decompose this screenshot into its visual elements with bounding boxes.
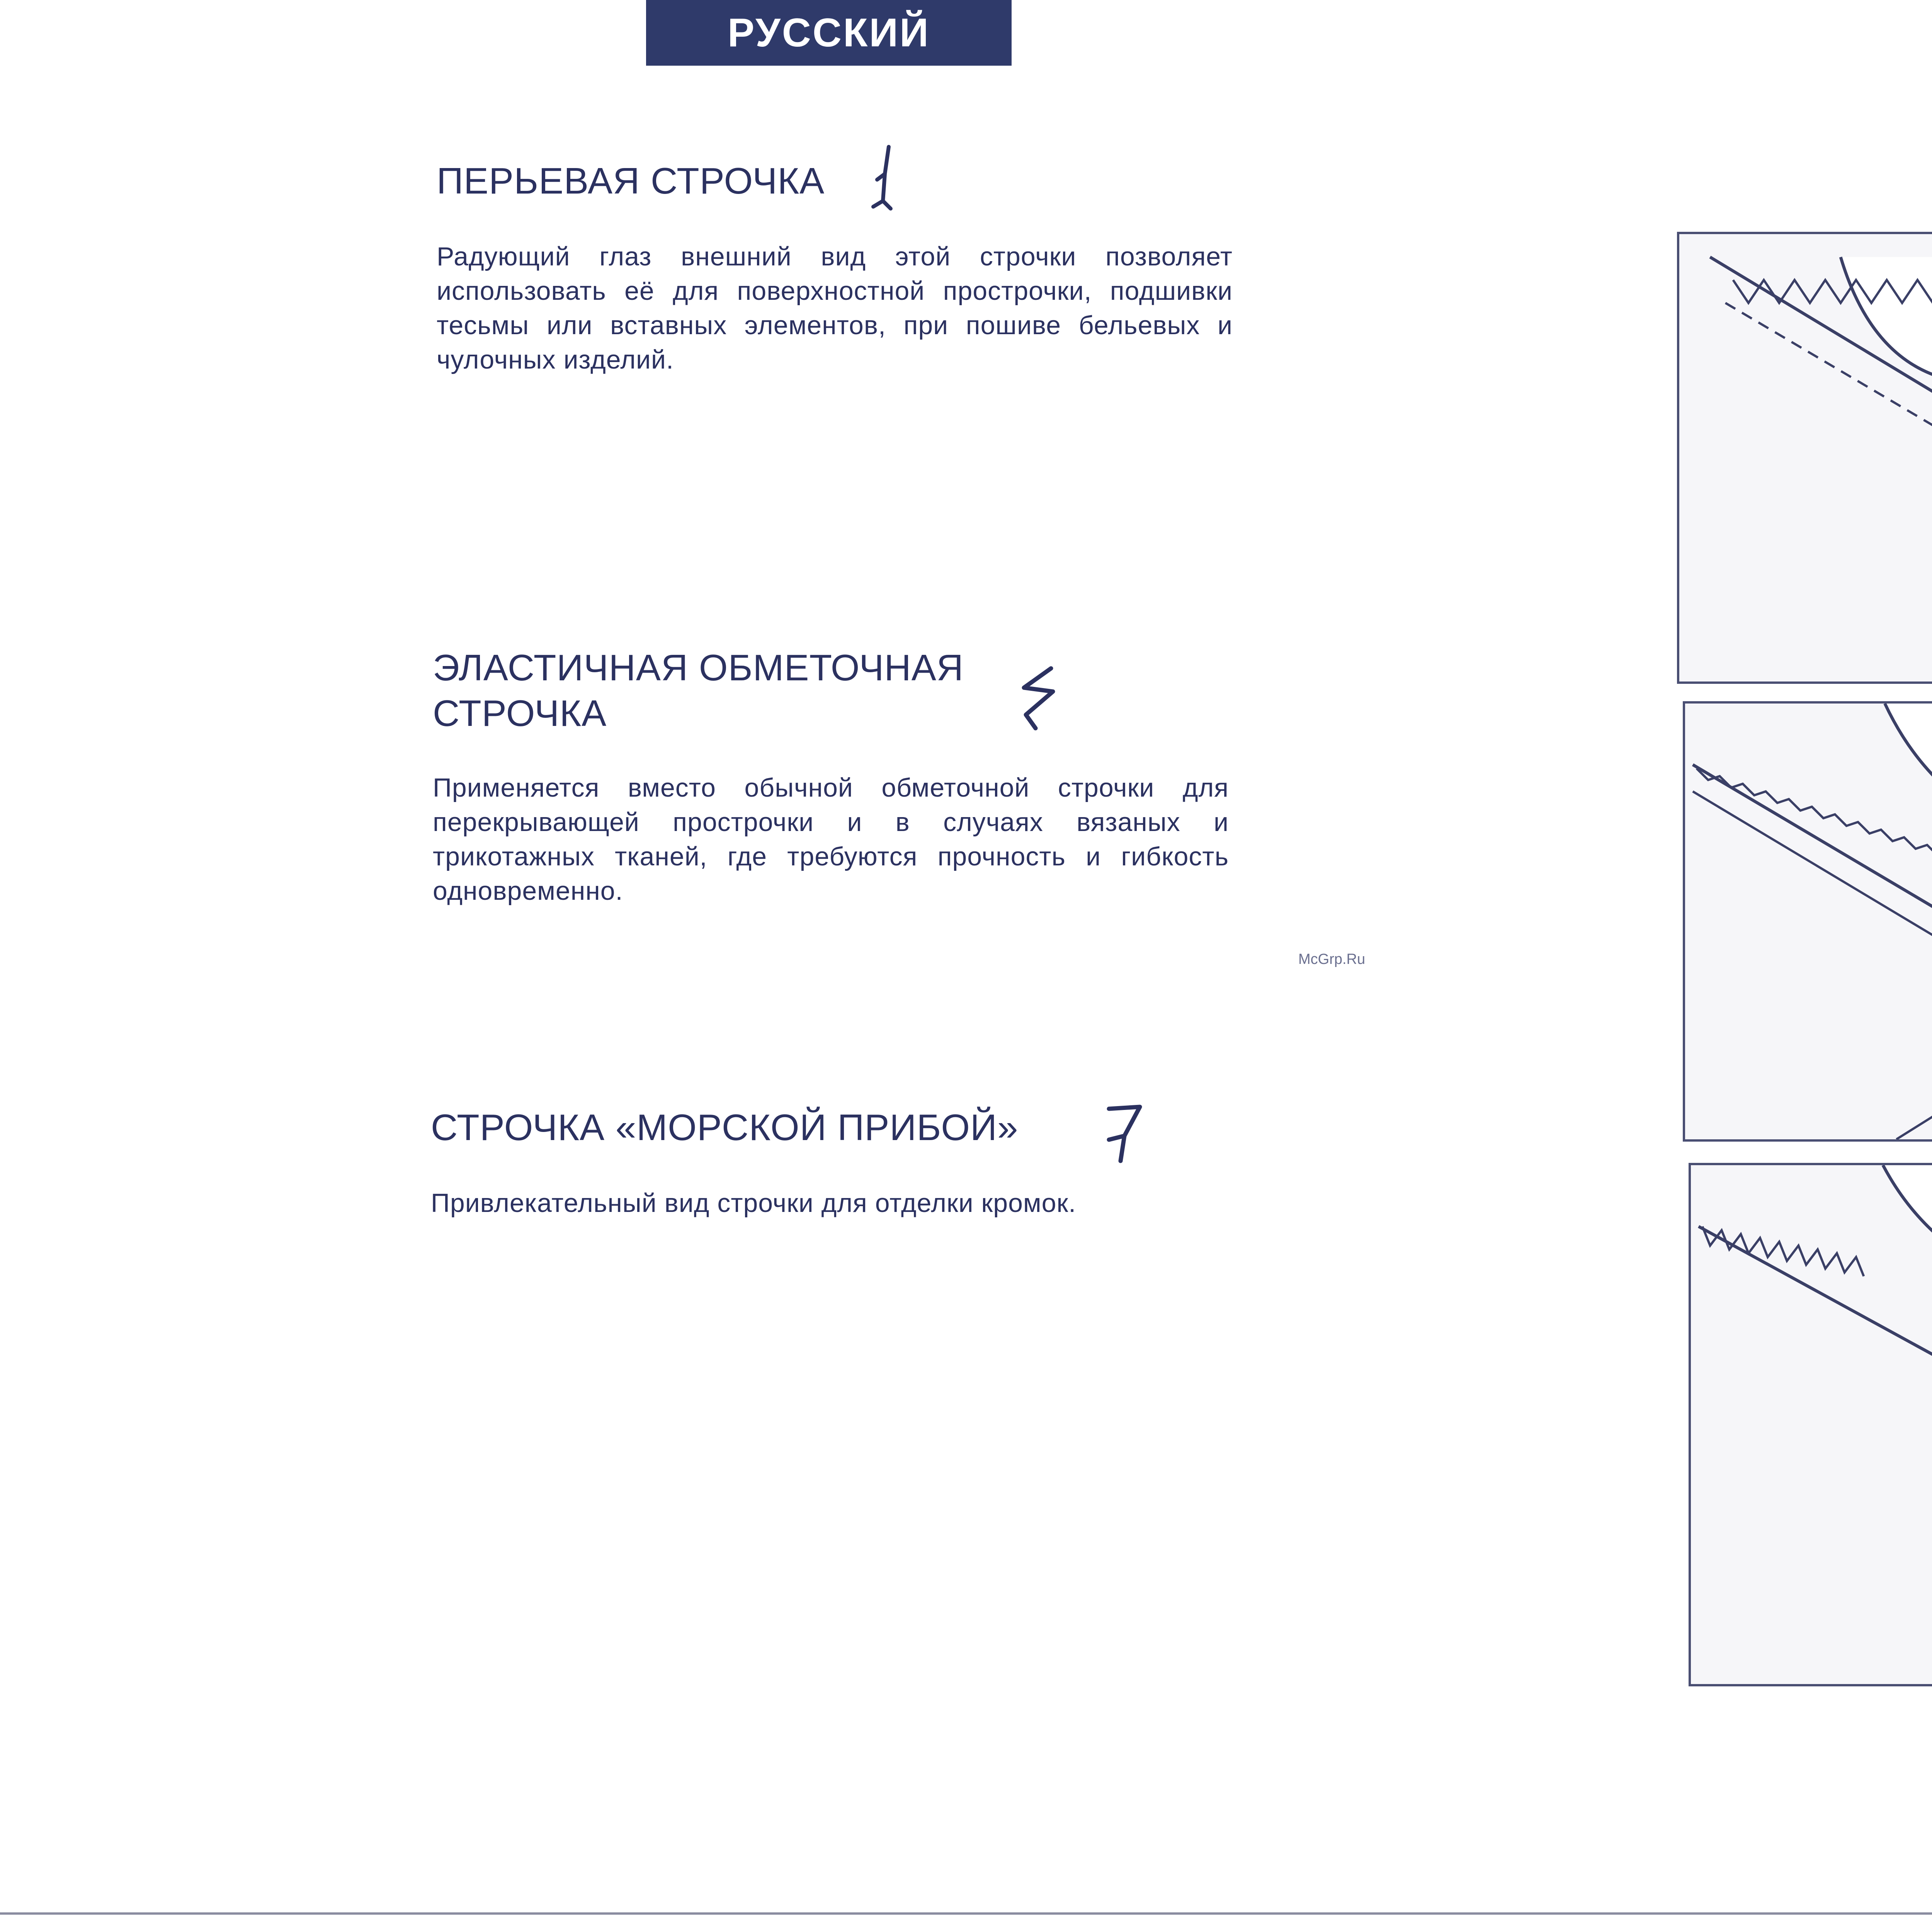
page-bottom-edge — [0, 1912, 1932, 1915]
feather-stitch-icon — [862, 143, 908, 212]
shell-tuck-illustration — [1689, 1163, 1932, 1686]
language-tab: РУССКИЙ — [646, 0, 1012, 66]
section-body-feather-stitch: Радующий глаз внешний вид этой строчки позволяет использовать её для поверхностной прострочки, подшивки тесьмы или вставных элементов, при пошиве бельевых и чулочных изделий. — [437, 242, 1233, 374]
section-title-shell-tuck: СТРОЧКА «МОРСКОЙ ПРИБОЙ» — [431, 1107, 1019, 1148]
shell-tuck-stitch-icon — [1097, 1097, 1155, 1167]
watermark: McGrp.Ru — [1298, 951, 1366, 967]
elastic-overcast-stitch-icon — [1009, 661, 1066, 734]
feather-stitch-illustration — [1677, 232, 1932, 684]
section-body-elastic-overcast: Применяется вместо обычной обметочной строчки для перекрывающей прострочки и в случаях вязаных и трикотажных тканей, где требуются прочность и гибкость одновременно. — [433, 773, 1229, 906]
section-title-feather-stitch: ПЕРЬЕВАЯ СТРОЧКА — [437, 160, 825, 202]
section-title-elastic-overcast-line2: СТРОЧКА — [433, 693, 607, 734]
elastic-overcast-illustration — [1683, 701, 1932, 1142]
section-title-elastic-overcast: ЭЛАСТИЧНАЯ ОБМЕТОЧНАЯ — [433, 647, 964, 688]
section-body-shell-tuck: Привлекательный вид строчки для отделки кромок. — [431, 1188, 1077, 1218]
